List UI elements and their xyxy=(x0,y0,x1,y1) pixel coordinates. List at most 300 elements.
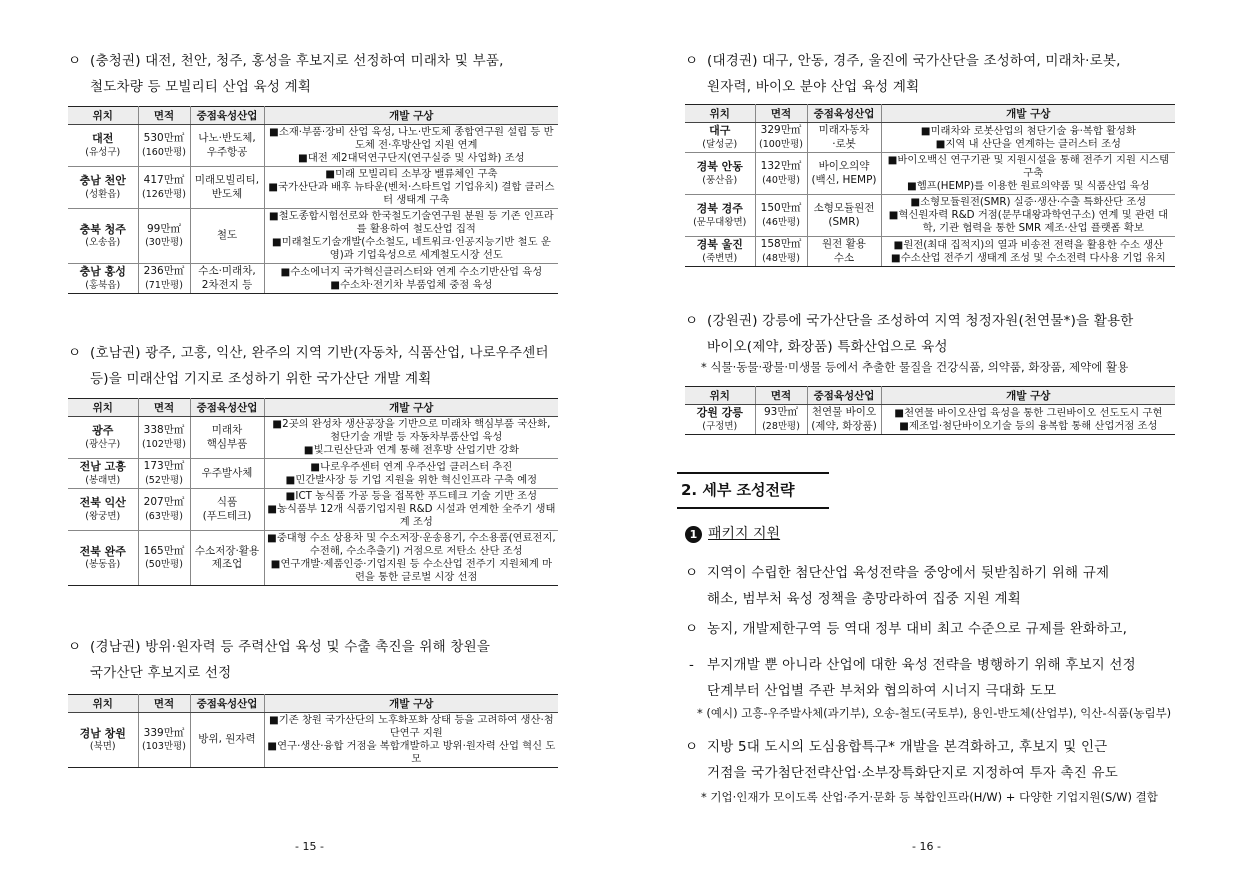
area-sqm: 207만㎡ xyxy=(143,496,185,508)
area-cell xyxy=(755,123,807,153)
industry-name: 미래차 xyxy=(211,424,243,436)
plan-text: 바이오백신 연구기관 및 지원시설을 통해 전주기 지원 시스템 구축 xyxy=(897,154,1170,179)
column-header: 위치 xyxy=(68,399,138,417)
plan-text: 빛그린산단과 연계 통해 전후방 산업기반 강화 xyxy=(313,444,519,456)
plan-item xyxy=(267,558,557,584)
area-sqm: 132만㎡ xyxy=(760,160,802,172)
plan-item xyxy=(267,279,557,292)
location-district: (봉동읍) xyxy=(85,559,121,570)
plan-item xyxy=(267,714,557,740)
column-header: 중점육성산업 xyxy=(807,387,881,405)
table-row xyxy=(68,167,558,209)
plan-marker: ■ xyxy=(893,238,904,251)
location-name: 충북 청주 xyxy=(79,222,126,236)
location-name: 전남 고흥 xyxy=(79,460,126,473)
plan-marker: ■ xyxy=(267,740,278,752)
area-pyeong: (52만평) xyxy=(145,474,183,486)
strategy-p1-line2: 해소, 범부처 육성 정책을 총망라하여 집중 지원 계획 xyxy=(707,591,1021,607)
plan-item xyxy=(267,461,557,474)
package-support-title: 패키지 지원 xyxy=(708,526,781,542)
location-cell xyxy=(68,125,138,167)
industry-name: 미래자동차 xyxy=(818,124,870,136)
daegyeong-table xyxy=(685,104,1175,267)
plan-marker: ■ xyxy=(325,168,335,180)
area-sqm: 150만㎡ xyxy=(760,202,802,214)
industry-name: 수소·미래차, xyxy=(198,265,256,277)
plan-cell xyxy=(881,405,1175,435)
column-header: 개발 구상 xyxy=(881,105,1175,123)
plan-item xyxy=(267,490,557,503)
plan-marker: ■ xyxy=(303,444,314,456)
table-row xyxy=(685,195,1175,237)
honam-line1: (호남권) 광주, 고흥, 익산, 완주의 지역 기반(자동차, 식품산업, 나로우주센터 xyxy=(90,345,549,361)
area-cell xyxy=(138,167,190,209)
plan-item xyxy=(884,180,1174,193)
industry-name: 철도 xyxy=(216,229,238,242)
plan-item xyxy=(884,138,1174,151)
table-row xyxy=(685,237,1175,267)
column-header: 개발 구상 xyxy=(881,387,1175,405)
location-cell xyxy=(685,123,755,153)
plan-marker: ■ xyxy=(271,236,282,248)
bullet: ㅇ xyxy=(68,53,82,69)
bullet: ㅇ xyxy=(685,313,699,329)
plan-marker: ■ xyxy=(899,419,909,432)
table-row xyxy=(68,531,558,586)
area-cell xyxy=(138,209,190,264)
industry-cell xyxy=(190,125,264,167)
plan-marker: ■ xyxy=(285,473,296,486)
gyeongnam-table xyxy=(68,694,558,768)
strategy-note-1: * (예시) 고흥-우주발사체(과기부), 오송-철도(국토부), 용인-반도체(산업부), 익산-식품(농림부) xyxy=(697,706,1172,720)
honam-table xyxy=(68,398,558,586)
strategy-paragraph-2 xyxy=(685,616,1185,642)
table-row xyxy=(68,264,558,294)
column-header: 면적 xyxy=(138,399,190,417)
plan-text: 지역 내 산단을 연계하는 클러스터 조성 xyxy=(945,137,1121,150)
gangwon-paragraph xyxy=(685,308,1185,360)
plan-cell xyxy=(264,713,558,768)
industry-name: (SMR) xyxy=(828,215,860,228)
plan-marker: ■ xyxy=(268,181,278,193)
plan-text: 천연물 바이오산업 육성을 통한 그린바이오 선도도시 구현 xyxy=(904,406,1163,419)
table-row xyxy=(68,125,558,167)
strategy-p4-line1: 지방 5대 도시의 도심융합특구* 개발을 본격화하고, 후보지 및 인근 xyxy=(707,739,1108,755)
plan-text: 기존 창원 국가산단의 노후화포화 상태 등을 고려하여 생산·첨단연구 지원 xyxy=(278,714,554,739)
strategy-p4-line2: 거점을 국가첨단전략산업·소부장특화단지로 지정하여 투자 촉진 유도 xyxy=(707,765,1118,781)
area-cell xyxy=(138,489,190,531)
location-cell xyxy=(68,713,138,768)
location-district: (달성군) xyxy=(702,138,738,150)
industry-name: (백신, HEMP) xyxy=(811,173,877,186)
location-district: (유성구) xyxy=(85,146,121,158)
location-name: 충남 천안 xyxy=(79,174,126,187)
location-cell xyxy=(68,264,138,294)
plan-cell xyxy=(264,264,558,294)
plan-text: 미래차와 로봇산업의 첨단기술 융·복합 활성화 xyxy=(930,124,1136,137)
industry-name: 핵심부품 xyxy=(206,437,248,450)
area-sqm: 530만㎡ xyxy=(143,132,185,144)
gyeongnam-line1: (경남권) 방위·원자력 등 주력산업 육성 및 수출 촉진을 위해 창원을 xyxy=(90,639,491,655)
table-header-row xyxy=(68,107,558,125)
strategy-p3-line1: 부지개발 뿐 아니라 산업에 대한 육성 전략을 병행하기 위해 후보지 선정 xyxy=(707,657,1136,673)
table-row xyxy=(68,417,558,459)
area-sqm: 158만㎡ xyxy=(760,238,802,250)
plan-cell xyxy=(264,125,558,167)
location-cell xyxy=(68,531,138,586)
plan-item xyxy=(267,532,557,558)
location-district: (풍산읍) xyxy=(702,174,738,186)
area-cell xyxy=(138,125,190,167)
plan-text: 대전 제2대덕연구단지(연구실증 및 사업화) 조성 xyxy=(307,152,525,164)
area-sqm: 236만㎡ xyxy=(143,265,185,277)
plan-text: 수소에너지 국가혁신클러스터와 연계 수소기반산업 육성 xyxy=(290,265,543,278)
plan-marker: ■ xyxy=(910,196,921,208)
area-sqm: 99만㎡ xyxy=(146,222,181,235)
plan-text: 철도종합시험선로와 한국철도기술연구원 분원 등 기존 인프라를 활용하여 철도산업 집적 xyxy=(278,210,554,235)
location-cell xyxy=(685,153,755,195)
area-sqm: 417만㎡ xyxy=(143,174,185,186)
plan-text: 혁신원자력 R&D 거점(문무대왕과학연구소) 연계 및 관련 대학, 기관 협력을 통한 SMR 제조·산업 플랫폼 확보 xyxy=(898,209,1169,234)
industry-cell xyxy=(190,459,264,489)
industry-cell xyxy=(190,264,264,294)
plan-cell xyxy=(264,417,558,459)
plan-item xyxy=(267,266,557,279)
plan-text: 수소차·전기차 부품업체 중점 육성 xyxy=(340,278,493,291)
plan-text: 농식품부 12개 식품기업지원 R&D 시설과 연계한 全주기 생태계 조성 xyxy=(277,503,556,528)
area-cell xyxy=(138,531,190,586)
location-name: 경남 창원 xyxy=(79,726,126,740)
table-header-row xyxy=(685,105,1175,123)
location-district: (죽변면) xyxy=(702,252,738,264)
plan-cell xyxy=(881,195,1175,237)
plan-text: 민간발사장 등 기업 지원을 위한 혁신인프라 구축 예정 xyxy=(295,473,538,486)
industry-name: 나노·반도체, xyxy=(198,132,256,144)
plan-cell xyxy=(881,123,1175,153)
location-cell xyxy=(68,459,138,489)
area-cell xyxy=(138,264,190,294)
chungcheong-line2: 철도차량 등 모빌리티 산업 육성 계획 xyxy=(90,79,312,95)
plan-text: 중대형 수소 상용차 및 수소저장·운송용기, 수소용품(연료전지, 수전해, 수소추출기) 거점으로 저탄소 산단 조성 xyxy=(276,532,556,557)
location-district: (구정면) xyxy=(702,420,738,432)
number-badge: 1 xyxy=(685,526,702,543)
plan-item xyxy=(267,168,557,181)
table-header-row xyxy=(685,387,1175,405)
area-pyeong: (30만평) xyxy=(145,237,183,248)
plan-text: 2곳의 완성차 생산공장을 기반으로 미래차 핵심부품 국산화, 첨단기술 개발 등 자동차부품산업 육성 xyxy=(282,418,551,443)
plan-marker: ■ xyxy=(894,406,904,419)
plan-text: 헴프(HEMP)를 이용한 원료의약품 및 식품산업 육성 xyxy=(916,180,1150,192)
location-cell xyxy=(68,417,138,459)
plan-marker: ■ xyxy=(330,278,340,291)
location-cell xyxy=(685,405,755,435)
dash-bullet: - xyxy=(689,657,695,673)
plan-item xyxy=(267,444,557,457)
industry-cell xyxy=(807,237,881,267)
plan-item xyxy=(884,154,1174,180)
table-row xyxy=(685,123,1175,153)
industry-name: ·로봇 xyxy=(832,137,856,150)
page-number: - 16 - xyxy=(912,840,941,853)
area-cell xyxy=(755,195,807,237)
plan-text: 미래철도기술개발(수소철도, 네트워크·인공지능기반 철도 운영)과 기업육성으로 세계철도시장 선도 xyxy=(281,236,551,261)
location-district: (왕궁면) xyxy=(85,510,121,522)
column-header: 위치 xyxy=(685,105,755,123)
area-sqm: 329만㎡ xyxy=(760,124,802,136)
area-pyeong: (102만평) xyxy=(142,438,186,450)
daegyeong-paragraph xyxy=(685,48,1185,100)
area-pyeong: (46만평) xyxy=(762,216,800,228)
industry-cell xyxy=(807,405,881,435)
plan-item xyxy=(884,125,1174,138)
plan-item xyxy=(267,740,557,766)
plan-cell xyxy=(264,167,558,209)
plan-item xyxy=(884,239,1174,252)
bullet: ㅇ xyxy=(685,621,699,637)
location-name: 전북 익산 xyxy=(79,496,126,509)
area-pyeong: (50만평) xyxy=(145,559,183,570)
strategy-paragraph-3 xyxy=(689,652,1189,704)
table-row xyxy=(685,405,1175,435)
plan-cell xyxy=(264,531,558,586)
plan-item xyxy=(267,474,557,487)
industry-cell xyxy=(190,489,264,531)
plan-item xyxy=(267,152,557,165)
plan-text: 나로우주센터 연계 우주산업 클러스터 추진 xyxy=(320,460,513,473)
column-header: 개발 구상 xyxy=(264,399,558,417)
plan-marker: ■ xyxy=(887,154,898,166)
industry-name: 미래모빌리티, xyxy=(194,174,260,186)
strategy-p2-line1: 농지, 개발제한구역 등 역대 정부 대비 최고 수준으로 규제를 완화하고, xyxy=(707,621,1128,637)
honam-line2: 등)을 미래산업 기지로 조성하기 위한 국가산단 개발 계획 xyxy=(90,371,432,387)
area-pyeong: (63만평) xyxy=(145,510,183,522)
location-cell xyxy=(68,489,138,531)
plan-marker: ■ xyxy=(890,251,901,264)
plan-cell xyxy=(881,237,1175,267)
gangwon-table xyxy=(685,386,1175,435)
location-district: (성환읍) xyxy=(85,188,121,200)
area-cell xyxy=(755,405,807,435)
area-cell xyxy=(755,237,807,267)
plan-text: 수소산업 전주기 생태계 조성 및 수소전력 다사용 기업 유치 xyxy=(900,251,1166,264)
column-header: 위치 xyxy=(68,695,138,713)
plan-text: 국가산단과 배후 뉴타운(벤처·스타트업 기업유치) 결합 클러스터 생태계 구축 xyxy=(278,181,555,206)
location-name: 경북 경주 xyxy=(696,202,743,215)
industry-name: (푸드테크) xyxy=(202,509,252,522)
location-cell xyxy=(685,237,755,267)
industry-name: 천연물 바이오 xyxy=(811,406,877,418)
industry-cell xyxy=(807,153,881,195)
chungcheong-paragraph xyxy=(68,48,568,100)
industry-cell xyxy=(190,531,264,586)
industry-name: 소형모듈원전 xyxy=(813,202,875,214)
table-row xyxy=(685,153,1175,195)
chungcheong-table xyxy=(68,106,558,294)
location-cell xyxy=(68,209,138,264)
column-header: 중점육성산업 xyxy=(807,105,881,123)
column-header: 면적 xyxy=(755,387,807,405)
plan-text: 제조업·첨단바이오기술 등의 융복합 통해 산업거점 조성 xyxy=(909,419,1158,432)
plan-cell xyxy=(264,459,558,489)
area-pyeong: (71만평) xyxy=(145,279,183,291)
plan-marker: ■ xyxy=(266,532,277,544)
plan-text: 미래 모빌리티 소부장 밸류체인 구축 xyxy=(335,168,498,180)
plan-text: 소형모듈원전(SMR) 실증·생산·수출 특화산단 조성 xyxy=(920,196,1147,208)
column-header: 중점육성산업 xyxy=(190,695,264,713)
industry-name: (제약, 화장품) xyxy=(811,419,877,432)
column-header: 면적 xyxy=(138,695,190,713)
table-header-row xyxy=(68,399,558,417)
location-cell xyxy=(685,195,755,237)
daegyeong-line2: 원자력, 바이오 분야 산업 육성 계획 xyxy=(707,79,920,95)
package-support-heading xyxy=(685,523,780,545)
location-district: (북면) xyxy=(89,741,116,752)
bullet: ㅇ xyxy=(685,53,699,69)
industry-name: 식품 xyxy=(216,496,238,508)
table-row xyxy=(68,209,558,264)
column-header: 중점육성산업 xyxy=(190,399,264,417)
industry-name: 우주발사체 xyxy=(201,466,253,479)
plan-text: 소재·부품·장비 산업 육성, 나노·반도체 종합연구원 설립 등 반도체 전·후방산업 지원 연계 xyxy=(278,126,554,151)
area-pyeong: (40만평) xyxy=(762,174,800,186)
plan-item xyxy=(267,181,557,207)
table-header-row xyxy=(68,695,558,713)
plan-marker: ■ xyxy=(298,152,308,164)
chungcheong-line1: (충청권) 대전, 천안, 청주, 홍성을 후보지로 선정하여 미래차 및 부품, xyxy=(90,53,504,69)
plan-marker: ■ xyxy=(267,503,277,515)
area-cell xyxy=(138,417,190,459)
plan-marker: ■ xyxy=(270,558,281,570)
gangwon-note: * 식물·동물·광물·미생물 등에서 추출한 물질을 건강식품, 의약품, 화장품, 제약에 활용 xyxy=(701,360,1129,374)
plan-item xyxy=(884,196,1174,209)
location-name: 광주 xyxy=(92,424,114,437)
industry-name: 우주항공 xyxy=(206,145,248,158)
section-title: 2. 세부 조성전략 xyxy=(681,481,795,499)
plan-text: 연구·생산·융합 거점을 복합개발하고 방위·원자력 산업 혁신 도모 xyxy=(277,740,556,765)
location-name: 대전 xyxy=(92,132,114,145)
strategy-p1-line1: 지역이 수립한 첨단산업 육성전략을 중앙에서 뒷받침하기 위해 규제 xyxy=(707,565,1110,581)
location-district: (홍북읍) xyxy=(85,279,121,291)
plan-item xyxy=(267,236,557,262)
location-district: (오송읍) xyxy=(85,237,121,248)
bullet: ㅇ xyxy=(685,739,699,755)
industry-cell xyxy=(190,713,264,768)
plan-marker: ■ xyxy=(906,180,917,192)
section-bottom-rule xyxy=(677,507,829,509)
column-header: 개발 구상 xyxy=(264,695,558,713)
page-number: - 15 - xyxy=(295,840,324,853)
location-name: 경북 울진 xyxy=(696,238,743,251)
plan-text: 원전(최대 집적지)의 열과 비송전 전력을 활용한 수소 생산 xyxy=(903,238,1164,251)
location-district: (문무대왕면) xyxy=(693,216,747,228)
industry-cell xyxy=(190,167,264,209)
strategy-paragraph-4 xyxy=(685,734,1185,786)
honam-paragraph xyxy=(68,340,568,392)
industry-cell xyxy=(190,209,264,264)
area-pyeong: (100만평) xyxy=(759,138,803,150)
area-sqm: 165만㎡ xyxy=(143,544,185,557)
column-header: 개발 구상 xyxy=(264,107,558,125)
plan-text: ICT 농식품 가공 등을 접목한 푸드테크 기술 기반 조성 xyxy=(295,490,538,502)
area-pyeong: (28만평) xyxy=(762,420,800,432)
column-header: 위치 xyxy=(685,387,755,405)
location-district: (봉래면) xyxy=(85,474,121,486)
plan-item xyxy=(267,210,557,236)
plan-item xyxy=(884,407,1174,420)
location-cell xyxy=(68,167,138,209)
column-header: 면적 xyxy=(138,107,190,125)
location-name: 전북 완주 xyxy=(79,544,126,558)
plan-cell xyxy=(264,209,558,264)
area-sqm: 173만㎡ xyxy=(143,460,185,472)
bullet: ㅇ xyxy=(68,345,82,361)
strategy-paragraph-1 xyxy=(685,560,1185,612)
location-district: (광산구) xyxy=(85,438,121,450)
column-header: 면적 xyxy=(755,105,807,123)
column-header: 위치 xyxy=(68,107,138,125)
plan-item xyxy=(884,252,1174,265)
plan-text: 연구개발·제품인증·기업지원 등 수소산업 전주기 지원체계 마련을 통한 글로벌 시장 선점 xyxy=(280,558,553,583)
plan-marker: ■ xyxy=(268,714,279,726)
area-cell xyxy=(138,459,190,489)
location-name: 충남 홍성 xyxy=(79,265,126,278)
industry-name: 수소 xyxy=(833,251,855,264)
area-cell xyxy=(755,153,807,195)
table-row xyxy=(68,459,558,489)
area-cell xyxy=(138,713,190,768)
area-pyeong: (103만평) xyxy=(142,741,186,752)
area-sqm: 338만㎡ xyxy=(143,424,185,436)
plan-marker: ■ xyxy=(268,210,279,222)
plan-marker: ■ xyxy=(269,126,279,138)
plan-marker: ■ xyxy=(935,137,946,150)
strategy-p3-line2: 단계부터 산업별 주관 부처와 협의하여 시너지 극대화 도모 xyxy=(707,683,1057,699)
industry-name: 수소저장·활용 xyxy=(194,544,260,557)
industry-name: 바이오의약 xyxy=(818,160,870,172)
section-top-rule xyxy=(677,472,829,474)
bullet: ㅇ xyxy=(685,565,699,581)
gyeongnam-paragraph xyxy=(68,634,568,686)
plan-marker: ■ xyxy=(272,418,283,430)
table-row xyxy=(68,713,558,768)
plan-marker: ■ xyxy=(285,490,296,502)
plan-marker: ■ xyxy=(888,209,899,221)
column-header: 중점육성산업 xyxy=(190,107,264,125)
table-row xyxy=(68,489,558,531)
gangwon-line1: (강원권) 강릉에 국가산단을 조성하여 지역 청정자원(천연물*)을 활용한 xyxy=(707,313,1134,329)
location-name: 강원 강릉 xyxy=(696,406,743,419)
plan-marker: ■ xyxy=(280,265,291,278)
gyeongnam-line2: 국가산단 후보지로 선정 xyxy=(90,665,232,681)
industry-name: 2차전지 등 xyxy=(201,278,253,291)
area-pyeong: (160만평) xyxy=(142,146,186,158)
plan-item xyxy=(267,418,557,444)
plan-marker: ■ xyxy=(310,460,321,473)
plan-item xyxy=(267,503,557,529)
bullet: ㅇ xyxy=(68,639,82,655)
plan-cell xyxy=(264,489,558,531)
industry-cell xyxy=(190,417,264,459)
plan-item xyxy=(884,209,1174,235)
plan-item xyxy=(267,126,557,152)
plan-cell xyxy=(881,153,1175,195)
plan-marker: ■ xyxy=(920,124,931,137)
industry-name: 제조업 xyxy=(211,558,243,570)
location-name: 경북 안동 xyxy=(696,160,743,173)
strategy-note-2: * 기업·인재가 모이도록 산업·주거·문화 등 복합인프라(H/W) + 다양한 기업지원(S/W) 결합 xyxy=(701,790,1158,804)
industry-cell xyxy=(807,195,881,237)
daegyeong-line1: (대경권) 대구, 안동, 경주, 울진에 국가산단을 조성하여, 미래차·로봇, xyxy=(707,53,1121,69)
